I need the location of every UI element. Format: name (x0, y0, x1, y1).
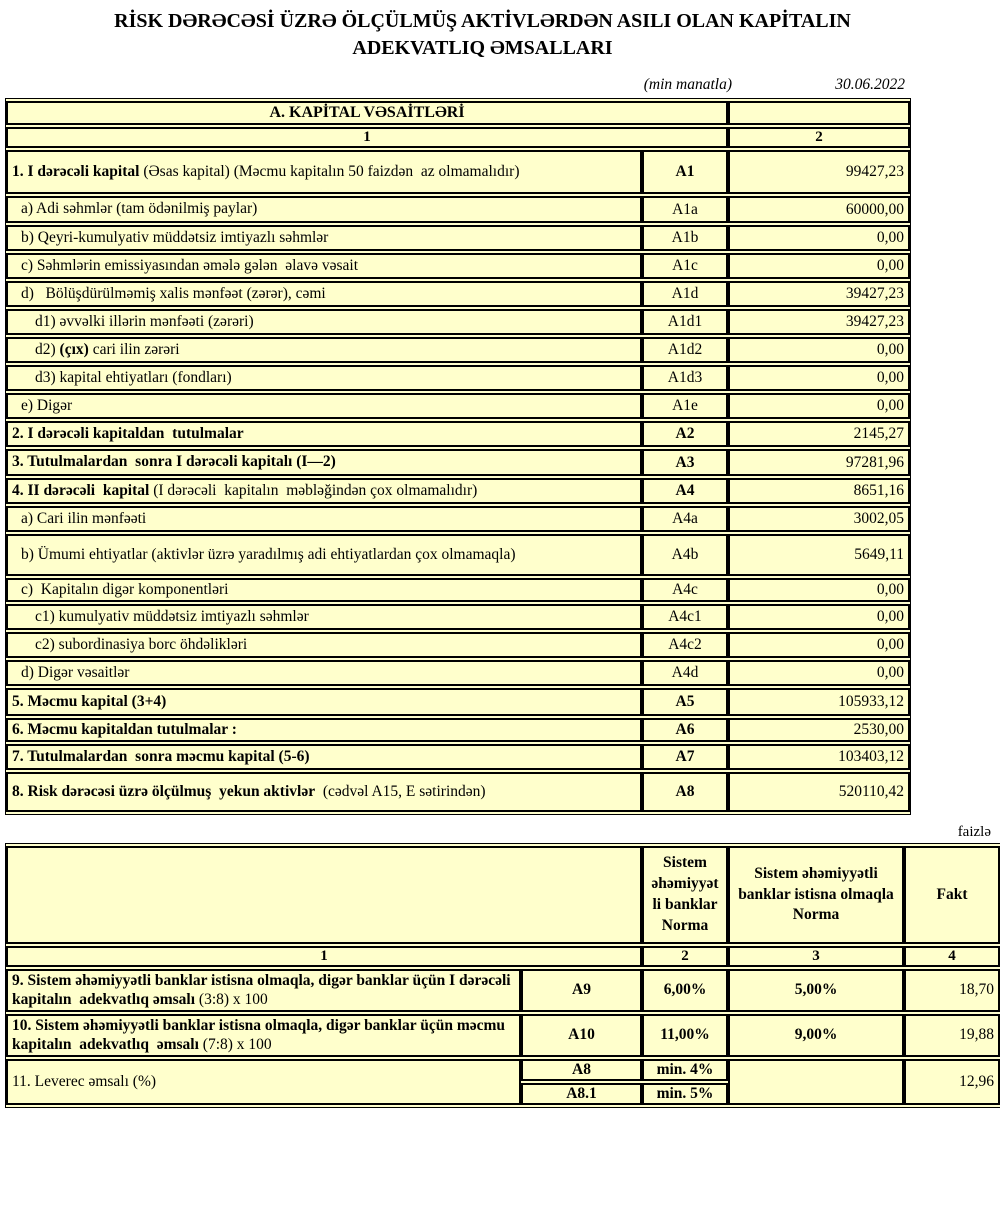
page-title (5, 8, 960, 62)
row-value: 0,00 (728, 604, 910, 630)
leverage-label: 11. Leverec əmsalı (%) (6, 1059, 521, 1105)
row-label-text: c) Kapitalın digər komponentləri (21, 580, 229, 598)
capital-table (5, 98, 911, 815)
row-value: 520110,42 (728, 772, 910, 812)
ratio-col4-header: Fakt (904, 846, 1000, 944)
row-code: A9 (521, 969, 642, 1012)
table-row (6, 150, 910, 194)
row-label-bold: 10. Sistem əhəmiyyətli banklar istisna olmaqla, digər banklar üçün məcmu kapitalın adekvatlıq əmsalı (12, 1016, 509, 1054)
row-value: 0,00 (728, 365, 910, 391)
row-label (6, 718, 642, 742)
row-value: 60000,00 (728, 196, 910, 223)
column-number-2: 2 (728, 127, 910, 148)
row-code: A4a (642, 506, 728, 532)
ratio-column-number-2: 2 (642, 946, 728, 967)
row-label-text: d) Bölüşdürülməmiş xalis mənfəət (zərər), cəmi (21, 284, 326, 302)
row-value: 0,00 (728, 393, 910, 419)
table-row (6, 688, 910, 716)
row-label-bold: 4. II dərəcəli kapital (12, 481, 150, 499)
table-row (6, 506, 910, 532)
row-label-text: d3) kapital ehtiyatları (fondları) (35, 368, 232, 386)
row-value: 103403,12 (728, 744, 910, 770)
row-label-text: b) Ümumi ehtiyatlar (aktivlər üzrə yaradılmış adi ehtiyatlardan çox olmamaqla) (21, 545, 516, 563)
column-number-1: 1 (6, 127, 728, 148)
table-row (6, 478, 910, 504)
row-label (6, 744, 642, 770)
row-label (6, 225, 642, 251)
row-code: A10 (521, 1014, 642, 1057)
row-value: 2145,27 (728, 421, 910, 447)
table-row (6, 421, 910, 447)
row-value: 8651,16 (728, 478, 910, 504)
row-label (6, 772, 642, 812)
table-row (6, 604, 910, 630)
row-value: 0,00 (728, 632, 910, 658)
row-label (6, 969, 521, 1012)
leverage-fact-value: 12,96 (904, 1059, 1000, 1105)
row-code: A6 (642, 718, 728, 742)
row-label-text: (cədvəl A15, E sətirindən) (315, 782, 486, 800)
row-code: A7 (642, 744, 728, 770)
row-value: 0,00 (728, 660, 910, 686)
ratio-column-number-4: 4 (904, 946, 1000, 967)
table-row (6, 393, 910, 419)
row-label (6, 393, 642, 419)
row-value: 0,00 (728, 225, 910, 251)
table-row (6, 225, 910, 251)
row-value: 97281,96 (728, 449, 910, 476)
capital-table-title: A. KAPİTAL VƏSAİTLƏRİ (6, 101, 728, 125)
table-row (6, 365, 910, 391)
row-label-text: cari ilin zərəri (88, 340, 180, 358)
leverage-empty-cell (728, 1059, 904, 1105)
row-label (6, 478, 642, 504)
row-code: A4c1 (642, 604, 728, 630)
row-value: 99427,23 (728, 150, 910, 194)
row-code: A1b (642, 225, 728, 251)
table-row (6, 632, 910, 658)
row-code: A4d (642, 660, 728, 686)
row-label-bold: 7. Tutulmalardan sonra məcmu kapital (5-6) (12, 747, 310, 765)
ratio-col2-header: Sistem əhəmiyyət li banklar Norma (642, 846, 728, 944)
leverage-norm-2: min. 5% (642, 1083, 728, 1105)
row-code: A1c (642, 253, 728, 279)
row-label-bold: 3. Tutulmalardan sonra I dərəcəli kapitalı (I—2) (12, 453, 336, 471)
row-label (6, 309, 642, 335)
row-code: A1d1 (642, 309, 728, 335)
report-date: 30.06.2022 (835, 76, 905, 93)
row-label (6, 421, 642, 447)
row-label-bold: 5. Məcmu kapital (3+4) (12, 692, 167, 710)
table-row (6, 196, 910, 223)
table-row (6, 772, 910, 812)
fact-value: 19,88 (904, 1014, 1000, 1057)
row-label (6, 365, 642, 391)
row-label-bold: 6. Məcmu kapitaldan tutulmalar : (12, 720, 237, 738)
table-row (6, 337, 910, 363)
norm-other-value: 9,00% (728, 1014, 904, 1057)
row-label (6, 281, 642, 307)
row-code: A3 (642, 449, 728, 476)
row-code: A2 (642, 421, 728, 447)
row-label-text: c1) kumulyativ müddətsiz imtiyazlı səhmlər (35, 607, 309, 625)
report-meta (5, 70, 907, 96)
row-value: 39427,23 (728, 309, 910, 335)
table-row (6, 253, 910, 279)
ratio-table (5, 843, 1000, 1108)
row-label (6, 688, 642, 716)
leverage-norm-1: min. 4% (642, 1059, 728, 1081)
ratio-col3-header: Sistem əhəmiyyətli banklar istisna olmaqla Norma (728, 846, 904, 944)
row-label (6, 150, 642, 194)
row-label-text: b) Qeyri-kumulyativ müddətsiz imtiyazlı səhmlər (21, 228, 329, 246)
row-label-text: (I dərəcəli kapitalın məbləğindən çox olmamalıdır) (149, 481, 478, 499)
row-value: 2530,00 (728, 718, 910, 742)
ratio-column-number-1: 1 (6, 946, 642, 967)
row-code: A1 (642, 150, 728, 194)
row-label (6, 632, 642, 658)
row-label-text: c2) subordinasiya borc öhdəlikləri (35, 635, 248, 653)
row-label-bold: 1. I dərəcəli kapital (12, 162, 140, 180)
row-code: A4b (642, 534, 728, 576)
row-code: A1e (642, 393, 728, 419)
row-label (6, 1014, 521, 1057)
row-label-bold: 9. Sistem əhəmiyyətli banklar istisna olmaqla, digər banklar üçün I dərəcəli kapitalın adekvatlıq əmsalı (12, 972, 519, 1009)
row-label (6, 506, 642, 532)
norm-sib-value: 6,00% (642, 969, 728, 1012)
ratio-row (6, 969, 1000, 1012)
norm-other-value: 5,00% (728, 969, 904, 1012)
ratio-row (6, 1014, 1000, 1057)
row-value: 5649,11 (728, 534, 910, 576)
unit-note: (min manatla) (643, 76, 732, 93)
row-label (6, 534, 642, 576)
row-label-text: (Əsas kapital) (Məcmu kapitalın 50 faizdən az olmamalıdır) (139, 162, 520, 180)
ratio-header-empty-cell (6, 846, 642, 944)
row-code: A4c (642, 578, 728, 602)
row-value: 0,00 (728, 253, 910, 279)
row-label-text: d2) (35, 340, 60, 358)
row-label-text: (7:8) x 100 (198, 1036, 272, 1054)
row-code: A4 (642, 478, 728, 504)
row-label-text: d1) əvvəlki illərin mənfəəti (zərəri) (35, 312, 254, 330)
row-value: 0,00 (728, 337, 910, 363)
leverage-code-1: A8 (521, 1059, 642, 1081)
row-code: A1d2 (642, 337, 728, 363)
row-value: 105933,12 (728, 688, 910, 716)
page-title-line-1: RİSK DƏRƏCƏSİ ÜZRƏ ÖLÇÜLMÜŞ AKTİVLƏRDƏN ASILI OLAN KAPİTALIN (114, 10, 851, 32)
table-row (6, 449, 910, 476)
percent-note: faizlə (957, 824, 991, 840)
table-row (6, 744, 910, 770)
row-label-text: e) Digər (21, 396, 73, 414)
row-value: 39427,23 (728, 281, 910, 307)
row-code: A1d (642, 281, 728, 307)
table-row (6, 718, 910, 742)
row-label-bold: 2. I dərəcəli kapitaldan tutulmalar (12, 424, 244, 442)
row-label (6, 449, 642, 476)
row-label (6, 604, 642, 630)
row-label (6, 253, 642, 279)
ratio-column-number-3: 3 (728, 946, 904, 967)
table-row (6, 534, 910, 576)
row-code: A1a (642, 196, 728, 223)
row-code: A1d3 (642, 365, 728, 391)
row-label (6, 660, 642, 686)
row-label-bold: (çıx) (59, 340, 89, 358)
norm-sib-value: 11,00% (642, 1014, 728, 1057)
page-title-line-2: ADEKVATLIQ ƏMSALLARI (352, 37, 613, 59)
row-code: A8 (642, 772, 728, 812)
table-row (6, 309, 910, 335)
row-label-text: (3:8) x 100 (195, 991, 268, 1009)
row-code: A5 (642, 688, 728, 716)
row-label (6, 337, 642, 363)
row-code: A4c2 (642, 632, 728, 658)
row-label-text: a) Adi səhmlər (tam ödənilmiş paylar) (21, 200, 258, 218)
row-label-text: a) Cari ilin mənfəəti (21, 509, 147, 527)
row-label-text: d) Digər vəsaitlər (21, 663, 130, 681)
table-row (6, 660, 910, 686)
row-value: 3002,05 (728, 506, 910, 532)
fact-value: 18,70 (904, 969, 1000, 1012)
capital-table-title-empty-cell (728, 101, 910, 125)
row-label-text: c) Səhmlərin emissiyasından əmələ gələn əlavə vəsait (21, 256, 359, 274)
table-row (6, 281, 910, 307)
leverage-code-2: A8.1 (521, 1083, 642, 1105)
row-label (6, 196, 642, 223)
row-value: 0,00 (728, 578, 910, 602)
row-label-bold: 8. Risk dərəcəsi üzrə ölçülmuş yekun aktivlər (12, 782, 316, 800)
leverage-row (6, 1059, 1000, 1081)
row-label (6, 578, 642, 602)
table-row (6, 578, 910, 602)
